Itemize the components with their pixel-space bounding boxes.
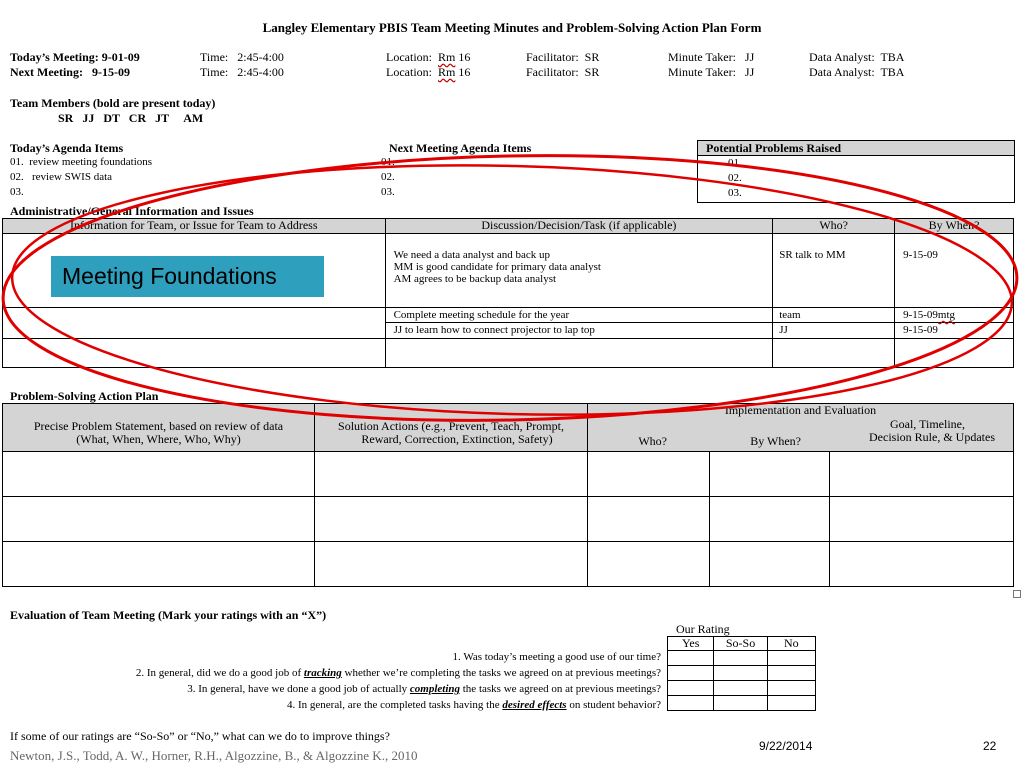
- rating-q2-no[interactable]: [767, 666, 815, 681]
- next-agenda-item: 02.: [381, 171, 395, 183]
- rating-col-no: No: [767, 637, 815, 651]
- citation: Newton, J.S., Todd, A. W., Horner, R.H., Algozzine, B., & Algozzine K., 2010: [10, 748, 418, 763]
- data-analyst-today: Data Analyst: TBA: [809, 50, 905, 64]
- data-analyst-next: Data Analyst: TBA: [809, 65, 905, 79]
- admin-row3-discussion: [385, 339, 773, 368]
- improve-question: If some of our ratings are “So-So” or “No,” what can we do to improve things?: [10, 729, 390, 743]
- team-members-list: SR JJ DT CR JT AM: [58, 111, 204, 125]
- today-agenda-heading: Today’s Agenda Items: [10, 141, 124, 155]
- action-plan-table: [2, 403, 1014, 587]
- plan-col-when: By When?: [709, 418, 829, 452]
- admin-col-discussion: Discussion/Decision/Task (if applicable): [385, 219, 773, 234]
- plan-row2-who: [588, 497, 710, 542]
- today-agenda-item: 01. review meeting foundations: [10, 156, 153, 168]
- rating-q1-soso[interactable]: [714, 651, 767, 666]
- slide-number: 22: [983, 739, 997, 753]
- evaluation-question-3: 3. In general, have we done a good job of actually completing the tasks we agreed on at previous meetings?: [187, 683, 661, 695]
- potential-problems-box: [697, 140, 1015, 203]
- admin-heading: Administrative/General Information and Issues: [10, 204, 254, 218]
- plan-row2-when: [709, 497, 829, 542]
- rating-table: [667, 636, 816, 711]
- plan-row2-solution: [315, 497, 588, 542]
- plan-row3-when: [709, 542, 829, 587]
- facilitator-today: Facilitator: SR: [526, 50, 600, 64]
- location-next: Location: Rm 16: [386, 65, 471, 79]
- plan-col-solution: Solution Actions (e.g., Prevent, Teach, Prompt, Reward, Correction, Extinction, Safety): [315, 404, 588, 452]
- rating-q3-soso[interactable]: [714, 681, 767, 696]
- plan-row1-problem: [3, 452, 315, 497]
- rating-q2-yes[interactable]: [668, 666, 714, 681]
- plan-row2-problem: [3, 497, 315, 542]
- today-agenda-item: 03.: [10, 186, 24, 198]
- evaluation-question-1: 1. Was today’s meeting a good use of our time?: [452, 651, 661, 663]
- plan-row1-solution: [315, 452, 588, 497]
- admin-row3-when: [895, 339, 1014, 368]
- admin-row2-when: 9-15-09mtg 9-15-09: [895, 308, 1014, 339]
- next-agenda-item: 03.: [381, 186, 395, 198]
- plan-row1-when: [709, 452, 829, 497]
- meeting-foundations-callout: Meeting Foundations: [51, 256, 324, 297]
- rating-q2-soso[interactable]: [714, 666, 767, 681]
- slide-date: 9/22/2014: [759, 739, 813, 753]
- plan-col-problem: Precise Problem Statement, based on review of data (What, When, Where, Who, Why): [3, 404, 315, 452]
- rating-q4-yes[interactable]: [668, 696, 714, 711]
- potential-problems-heading: Potential Problems Raised: [698, 141, 1015, 156]
- rating-heading: Our Rating: [676, 622, 730, 636]
- time-next: Time: 2:45-4:00: [200, 65, 284, 79]
- rating-col-soso: So-So: [714, 637, 767, 651]
- next-agenda-item: 01.: [381, 156, 395, 168]
- potential-problem-item: 01.: [728, 157, 742, 169]
- evaluation-heading: Evaluation of Team Meeting (Mark your ratings with an “X”): [10, 608, 327, 622]
- admin-row2-info: [3, 308, 386, 339]
- time-today: Time: 2:45-4:00: [200, 50, 284, 64]
- location-today: Location: Rm 16: [386, 50, 471, 64]
- admin-col-who: Who?: [773, 219, 895, 234]
- potential-problem-item: 02.: [728, 172, 742, 184]
- plan-row3-problem: [3, 542, 315, 587]
- admin-row1-when: 9-15-09: [895, 234, 1014, 308]
- team-members-heading: Team Members (bold are present today): [10, 96, 216, 110]
- plan-row3-solution: [315, 542, 588, 587]
- today-agenda-item: 02. review SWIS data: [10, 171, 113, 183]
- admin-row1-who: SR talk to MM: [773, 234, 895, 308]
- plan-col-implementation: Implementation and Evaluation: [588, 404, 1014, 419]
- minute-taker-today: Minute Taker: JJ: [668, 50, 755, 64]
- rating-q4-soso[interactable]: [714, 696, 767, 711]
- rating-q1-no[interactable]: [767, 651, 815, 666]
- potential-problem-item: 03.: [728, 187, 742, 199]
- plan-row1-goal: [829, 452, 1014, 497]
- today-meeting-label: Today’s Meeting: 9-01-09: [10, 50, 140, 64]
- evaluation-question-4: 4. In general, are the completed tasks having the desired effects on student behavior?: [287, 699, 661, 711]
- plan-row2-goal: [829, 497, 1014, 542]
- next-meeting-label: Next Meeting: 9-15-09: [10, 65, 130, 79]
- table-resize-handle[interactable]: [1013, 590, 1021, 598]
- admin-col-info: Information for Team, or Issue for Team to Address: [3, 219, 386, 234]
- admin-row2-discussion: Complete meeting schedule for the year JJ to learn how to connect projector to lap top: [385, 308, 773, 339]
- admin-row3-info: [3, 339, 386, 368]
- plan-col-who: Who?: [588, 418, 710, 452]
- rating-q4-no[interactable]: [767, 696, 815, 711]
- rating-q3-no[interactable]: [767, 681, 815, 696]
- minute-taker-next: Minute Taker: JJ: [668, 65, 755, 79]
- plan-row3-goal: [829, 542, 1014, 587]
- rating-q3-yes[interactable]: [668, 681, 714, 696]
- evaluation-question-2: 2. In general, did we do a good job of tracking whether we’re completing the tasks we agreed on at previous meetings?: [135, 667, 661, 679]
- admin-col-when: By When?: [895, 219, 1014, 234]
- next-agenda-heading: Next Meeting Agenda Items: [389, 141, 532, 155]
- admin-row2-who: team JJ: [773, 308, 895, 339]
- admin-row3-who: [773, 339, 895, 368]
- admin-row1-discussion: We need a data analyst and back up MM is good candidate for primary data analyst AM agrees to be backup data analyst: [385, 234, 773, 308]
- facilitator-next: Facilitator: SR: [526, 65, 600, 79]
- plan-heading: Problem-Solving Action Plan: [10, 389, 159, 403]
- plan-col-goal: Goal, Timeline, Decision Rule, & Updates: [829, 418, 1014, 452]
- form-title: Langley Elementary PBIS Team Meeting Minutes and Problem-Solving Action Plan Form: [262, 20, 762, 35]
- plan-row1-who: [588, 452, 710, 497]
- rating-col-yes: Yes: [668, 637, 714, 651]
- plan-row3-who: [588, 542, 710, 587]
- rating-q1-yes[interactable]: [668, 651, 714, 666]
